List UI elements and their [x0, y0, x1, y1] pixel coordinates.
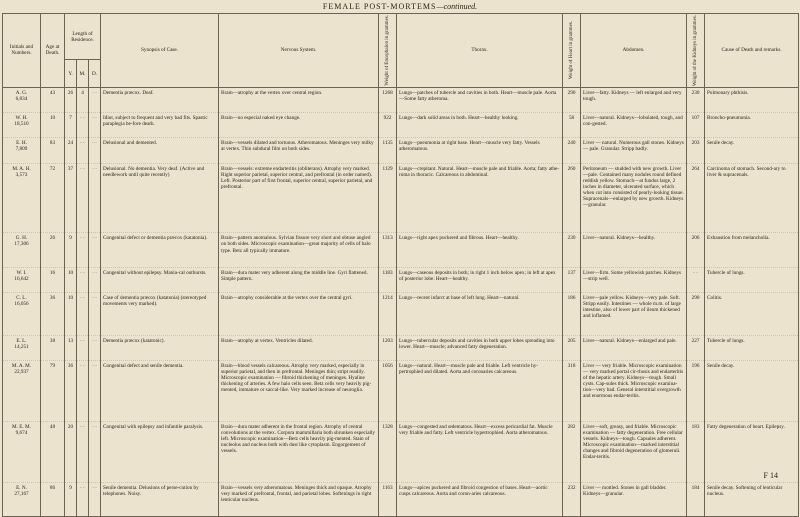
patient-initials: W. I. — [16, 269, 27, 276]
cell-kidneys-weight: 196 — [687, 360, 705, 421]
patient-initials: E. L. — [16, 337, 27, 344]
cell-days: · · — [89, 113, 101, 138]
cell-heart-weight: 232 — [563, 482, 581, 516]
cell-thorax: Lungs—caseous deposits in both; in right 1 inch below apex; in left at apex of posterior lobe. Heart—healthy. — [397, 267, 563, 292]
cell-days: · · — [89, 163, 101, 233]
col-nervous-system: Nervous System. — [219, 14, 379, 88]
col-abdomen: Abdomen. — [581, 14, 687, 88]
cell-abdomen: Liver—pale yellow. Kidneys—very pale. Soft. Stripp easily. Intestines — whole m.m. of large intestine, also of lower part of ileum thickened and inflamed. — [581, 292, 687, 335]
col-age: Age at Death. — [41, 14, 65, 88]
cell-nervous-system: Brain—vessels dilated and tortuous. Atheromatous. Meninges very milky at vertex. Thin subdural film on both sides. — [219, 138, 379, 163]
cell-cause: Tubercle of lungs. — [705, 267, 799, 292]
table-row — [3, 267, 799, 292]
cell-initials — [3, 163, 41, 233]
patient-initials: A. G. — [15, 89, 28, 96]
col-synopsis: Synopsis of Case. — [101, 14, 219, 88]
table-row — [3, 360, 799, 421]
patient-initials: G. H. — [15, 235, 28, 242]
cell-nervous-system: Brain—dura mater very adherent along the middle line. Gyri flattened. Simple pattern. — [219, 267, 379, 292]
col-kidneys-weight-label: Weight of the Kidneys in grammes. — [692, 15, 698, 86]
table-row — [3, 113, 799, 138]
cell-days: · · — [89, 482, 101, 516]
cell-kidneys-weight: 230 — [687, 87, 705, 112]
cell-days: · · — [89, 360, 101, 421]
cell-abdomen: Liver—fatty. Kidneys — left enlarged and very tough. — [581, 87, 687, 112]
cell-brain-weight: 1056 — [379, 360, 397, 421]
cell-synopsis: Delusional. No dementia. Very deaf. (Active and needlework until quite recently) — [101, 163, 219, 233]
cell-brain-weight: 1268 — [379, 87, 397, 112]
cell-months: · · — [77, 267, 89, 292]
cell-kidneys-weight: 184 — [687, 482, 705, 516]
cell-initials — [3, 233, 41, 267]
cell-years: 20 — [65, 421, 77, 482]
cell-days: · · — [89, 421, 101, 482]
cell-years: 36 — [65, 360, 77, 421]
cell-initials — [3, 87, 41, 112]
case-number: 17,306 — [14, 241, 29, 248]
cell-heart-weight: 58 — [563, 113, 581, 138]
cell-heart-weight: 186 — [563, 292, 581, 335]
cell-cause: Colitis. — [705, 292, 799, 335]
table-row — [3, 292, 799, 335]
case-number: 27,167 — [14, 490, 29, 497]
cell-years: 9 — [65, 482, 77, 516]
cell-heart-weight: 282 — [563, 421, 581, 482]
cell-months: · · — [77, 292, 89, 335]
cell-age: 16 — [41, 267, 65, 292]
patient-initials: W. H. — [15, 115, 28, 122]
patient-initials: M. A. H. — [12, 165, 31, 172]
cell-years: 24 — [65, 138, 77, 163]
col-days: D. — [89, 60, 101, 88]
cell-years: 10 — [65, 292, 77, 335]
cell-days: · · — [89, 233, 101, 267]
case-number: 3,573 — [15, 171, 28, 178]
cell-nervous-system: Brain—atrophy at vertex. Ventricles dilated. — [219, 335, 379, 360]
cell-months: · · — [77, 113, 89, 138]
patient-initials: M. E. M. — [12, 423, 31, 430]
cell-thorax: Lungs—patches of tubercle and cavities in both. Heart—muscle pale. Aorta—Some fatty atheroma. — [397, 87, 563, 112]
cell-days: · · — [89, 335, 101, 360]
cell-age: 86 — [41, 482, 65, 516]
cell-heart-weight: 260 — [563, 163, 581, 233]
cell-nervous-system: Brain—pattern anomalous. Sylvian fissure very short and obtuse angled on both sides. Microscopic examination—great majority of cells of halo type. Betz all typically immature. — [219, 233, 379, 267]
cell-cause: Senile decay. — [705, 138, 799, 163]
case-number: 16,056 — [14, 300, 29, 307]
cell-initials — [3, 421, 41, 482]
cell-synopsis: Congenital with epilepsy and infantile paralysis. — [101, 421, 219, 482]
table-row — [3, 138, 799, 163]
cell-nervous-system: Brain—dura mater adherent in the frontal region. Atrophy of central convolutions at the vertex. Corpora mammillaria both shrunken especially left. Microscopic examination—Betz cells heavily pig-mented. Stain of nucleolus and nucleus both with dust like cytoplasm. Engorgement of vessels. — [219, 421, 379, 482]
cell-age: 79 — [41, 360, 65, 421]
cell-cause: Exhaustion from melancholia. — [705, 233, 799, 267]
cell-age: 38 — [41, 335, 65, 360]
table-row — [3, 87, 799, 112]
cell-brain-weight: 922 — [379, 113, 397, 138]
patient-initials: E. N. — [16, 484, 27, 491]
cell-synopsis: Delusional and demented. — [101, 138, 219, 163]
table-row — [3, 233, 799, 267]
cell-cause: Senile decay. — [705, 360, 799, 421]
header-row — [3, 14, 799, 60]
table-row — [3, 335, 799, 360]
cell-abdomen: Liver—natural. Kidneys—healthy. — [581, 233, 687, 267]
cell-nervous-system: Brain—vessels: extreme endarteritis (obliterans). Atrophy very marked. Right superior parietal, superior central, and prefrontal (in order named). Left. Posterior part of first frontal, superior central, superior parietal, and prefrontal. — [219, 163, 379, 233]
cell-initials — [3, 360, 41, 421]
cell-years: 7 — [65, 113, 77, 138]
col-residence: Length of Residence. — [65, 14, 101, 60]
col-cause: Cause of Death and remarks. — [705, 14, 799, 88]
cell-brain-weight: 1214 — [379, 292, 397, 335]
cell-years: 13 — [65, 335, 77, 360]
col-brain-weight — [379, 14, 397, 88]
cell-thorax: Lungs—natural. Heart—muscle pale and friable. Left ventricle hy-pertrophied and dilated. Aorta and coronaries calcareous. — [397, 360, 563, 421]
col-kidneys-weight — [687, 14, 705, 88]
col-heart-weight — [563, 14, 581, 88]
cell-brain-weight: 1203 — [379, 335, 397, 360]
cell-days: · · — [89, 87, 101, 112]
cell-initials — [3, 267, 41, 292]
cell-abdomen: Liver — mottled. Stones in gall bladder. Kidneys—granular. — [581, 482, 687, 516]
cell-age: 26 — [41, 233, 65, 267]
cell-months: 4 — [77, 87, 89, 112]
cell-thorax: Lungs—recent infarct at base of left lung. Heart—natural. — [397, 292, 563, 335]
cell-cause: Broncho-pneumonia. — [705, 113, 799, 138]
cell-initials — [3, 335, 41, 360]
cell-initials — [3, 292, 41, 335]
cell-synopsis: Congenital defect and senile dementia. — [101, 360, 219, 421]
cell-synopsis: Congenital without epilepsy. Mania-cal outbursts. — [101, 267, 219, 292]
cell-abdomen: Liver—soft, greasy, and friable. Microscopic examination — fatty degeneration. Free cellular vessels. Kidneys—tough. Capsules adherent. Microscopic examination—marked interstitial changes and fibroid degeneration of glomeruli. Endar-teritis. — [581, 421, 687, 482]
cell-heart-weight: 318 — [563, 360, 581, 421]
cell-abdomen: Peritoneum — studded with new growth. Liver—pale. Contained many nodules round defined reddish yellow. Stomach—at fundus large, 2 inches in diameter, ulcerated surface, which when cut into consisted of pearly-looking tissue. Supracenals—enlarged by new growth. Kidneys—granular. — [581, 163, 687, 233]
col-months: M. — [77, 60, 89, 88]
cell-abdomen: Liver—firm. Some yellowish patches. Kidneys—strip well. — [581, 267, 687, 292]
cell-age: 36 — [41, 292, 65, 335]
cell-nervous-system: Brain—atrophy considerable at the vertex over the central gyri. — [219, 292, 379, 335]
cell-nervous-system: Brain—atrophy at the vertex over central region. — [219, 87, 379, 112]
cell-heart-weight: 137 — [563, 267, 581, 292]
patient-initials: M. A. M. — [11, 362, 32, 369]
cell-initials — [3, 113, 41, 138]
cell-kidneys-weight: 203 — [687, 138, 705, 163]
cell-thorax: Lungs—dark solid areas in both. Heart—healthy looking. — [397, 113, 563, 138]
cell-heart-weight: 205 — [563, 335, 581, 360]
cell-thorax: Lungs—crepitant. Natural. Heart—muscle pale and friable. Aorta; fatty athe-roma in thoracic. Calcareous in abdominal. — [397, 163, 563, 233]
table-body — [3, 87, 799, 516]
cell-cause: Carcinoma of stomach. Second-ary to liver & supracenals. — [705, 163, 799, 233]
cell-nervous-system: Brain—blood vessels calcareous. Atrophy very marked, especially in superior parietal, and then in prefrontal. Meninges thin; stript readily. Microscopic examination — fibroid thickening of meninges. Hyaline thickening of arteries. A few halo cells seen. Betz cells very heavily pig-mented, immature or saccal-like. Very marked increase of neuroglia. — [219, 360, 379, 421]
cell-months: · · — [77, 421, 89, 482]
running-head-title: FEMALE POST-MORTEMS — [322, 2, 437, 11]
case-number: 9,674 — [15, 429, 28, 436]
patient-initials: C. L. — [16, 294, 27, 301]
cell-days: · · — [89, 292, 101, 335]
cell-months: · · — [77, 482, 89, 516]
col-initials: Initials and Numbers. — [3, 14, 41, 88]
case-number: 16,642 — [14, 275, 29, 282]
cell-synopsis: Dementia præcox. Deaf. — [101, 87, 219, 112]
table-row — [3, 163, 799, 233]
cell-months: · · — [77, 335, 89, 360]
cell-months: · · — [77, 163, 89, 233]
cell-years: 10 — [65, 267, 77, 292]
cell-kidneys-weight: 264 — [687, 163, 705, 233]
cell-kidneys-weight: 227 — [687, 335, 705, 360]
cell-months: · · — [77, 138, 89, 163]
cell-cause: Fatty degeneration of heart. Epilepsy. — [705, 421, 799, 482]
running-head — [0, 2, 800, 11]
cell-kidneys-weight: 107 — [687, 113, 705, 138]
cell-initials — [3, 482, 41, 516]
case-number: 18,510 — [14, 121, 29, 128]
cell-nervous-system: Brain—no especial naked eye change. — [219, 113, 379, 138]
cell-age: 48 — [41, 421, 65, 482]
cell-age: 72 — [41, 163, 65, 233]
cell-age: 43 — [41, 87, 65, 112]
cell-synopsis: Case of dementia præcox (katatonia) (stereotyped movements very marked). — [101, 292, 219, 335]
cell-synopsis: Idiot, subject to frequent and very bad fits. Spastic paraplegia be-fore death. — [101, 113, 219, 138]
cell-thorax: Lungs—congested and œdematous. Heart—excess pericardial fat. Muscle very friable and fatty. Left ventricle hypertrophied. Aorta atheromatous. — [397, 421, 563, 482]
cell-brain-weight: 1129 — [379, 163, 397, 233]
cell-abdomen: Liver — very friable. Microscopic examination — very marked portal cir-rhosis and endarteritis of the hepatic artery. Kidneys—tough. Small cysts. Cap-sules thick. Microscopic examina-tion—very bad. General interstitial overgrowth and enormous endar-teritis. — [581, 360, 687, 421]
cell-kidneys-weight: 290 — [687, 292, 705, 335]
cell-initials — [3, 138, 41, 163]
running-head-continued: —continued. — [436, 2, 478, 11]
cell-heart-weight: 240 — [563, 138, 581, 163]
cell-brain-weight: 1135 — [379, 138, 397, 163]
cell-abdomen: Liver — natural. Numerous gall stones. Kidneys — pale. Granular. Stripp badly. — [581, 138, 687, 163]
cell-kidneys-weight: 206 — [687, 233, 705, 267]
cell-thorax: Lungs—right apex puckered and fibrous. Heart—healthy. — [397, 233, 563, 267]
cell-cause: Senile decay. Softening of lenticular nucleus. — [705, 482, 799, 516]
case-number: 14,251 — [14, 343, 29, 350]
col-years: Y. — [65, 60, 77, 88]
cell-synopsis: Dementia præcox (katatonic). — [101, 335, 219, 360]
patient-initials: E. H. — [16, 140, 27, 147]
table-row — [3, 482, 799, 516]
case-number: 6,834 — [15, 96, 28, 103]
cell-thorax: Lungs—tubercular deposits and cavities in both upper lobes spreading into lower. Heart—muscle; advanced fatty degeneration. — [397, 335, 563, 360]
cell-years: 37 — [65, 163, 77, 233]
cell-days: · · — [89, 267, 101, 292]
table-row — [3, 421, 799, 482]
cell-synopsis: Senile dementia. Delusions of perse-cution by telephones. Noisy. — [101, 482, 219, 516]
cell-cause: Tubercle of lungs. — [705, 335, 799, 360]
cell-brain-weight: 1163 — [379, 482, 397, 516]
folio-mark: F 14 — [763, 471, 778, 480]
col-heart-weight-label: Weight of Heart in grammes. — [568, 21, 574, 80]
cell-brain-weight: 1328 — [379, 421, 397, 482]
col-brain-weight-label: Weight of Encephalon in grammes. — [384, 15, 390, 86]
cell-days: · · — [89, 138, 101, 163]
cell-brain-weight: 1183 — [379, 267, 397, 292]
cell-brain-weight: 1313 — [379, 233, 397, 267]
cell-months: · · — [77, 233, 89, 267]
cell-years: 26 — [65, 87, 77, 112]
cell-abdomen: Liver—natural. Kidneys—lobulated, tough, and con-gested. — [581, 113, 687, 138]
case-number: 22,937 — [14, 369, 29, 376]
cell-kidneys-weight: 183 — [687, 421, 705, 482]
cell-kidneys-weight: · · — [687, 267, 705, 292]
cell-age: 10 — [41, 113, 65, 138]
cell-cause: Pulmonary phthisis. — [705, 87, 799, 112]
cell-nervous-system: Brain—vessels very atheromatous. Meninges thick and opaque. Atrophy very marked of prefrontal, frontal, and parietal lobes. Softenings in right lenticular nucleus. — [219, 482, 379, 516]
cell-years: 9 — [65, 233, 77, 267]
cell-heart-weight: 230 — [563, 233, 581, 267]
cell-age: 83 — [41, 138, 65, 163]
cell-abdomen: Liver—natural. Kidneys—enlarged and pale. — [581, 335, 687, 360]
cell-heart-weight: 290 — [563, 87, 581, 112]
post-mortem-table — [2, 13, 799, 517]
case-number: 7,809 — [15, 146, 28, 153]
cell-months: · · — [77, 360, 89, 421]
cell-thorax: Lungs—pneumonia at right base. Heart—muscle very fatty. Vessels atheromatous. — [397, 138, 563, 163]
col-thorax: Thorax. — [397, 14, 563, 88]
cell-synopsis: Congenital defect or dementia præcox (katatonia). — [101, 233, 219, 267]
cell-thorax: Lungs—apices puckered and fibroid congestion of bases. Heart—aortic cusps calcareous. Aorta and coron-aries calcareous. — [397, 482, 563, 516]
